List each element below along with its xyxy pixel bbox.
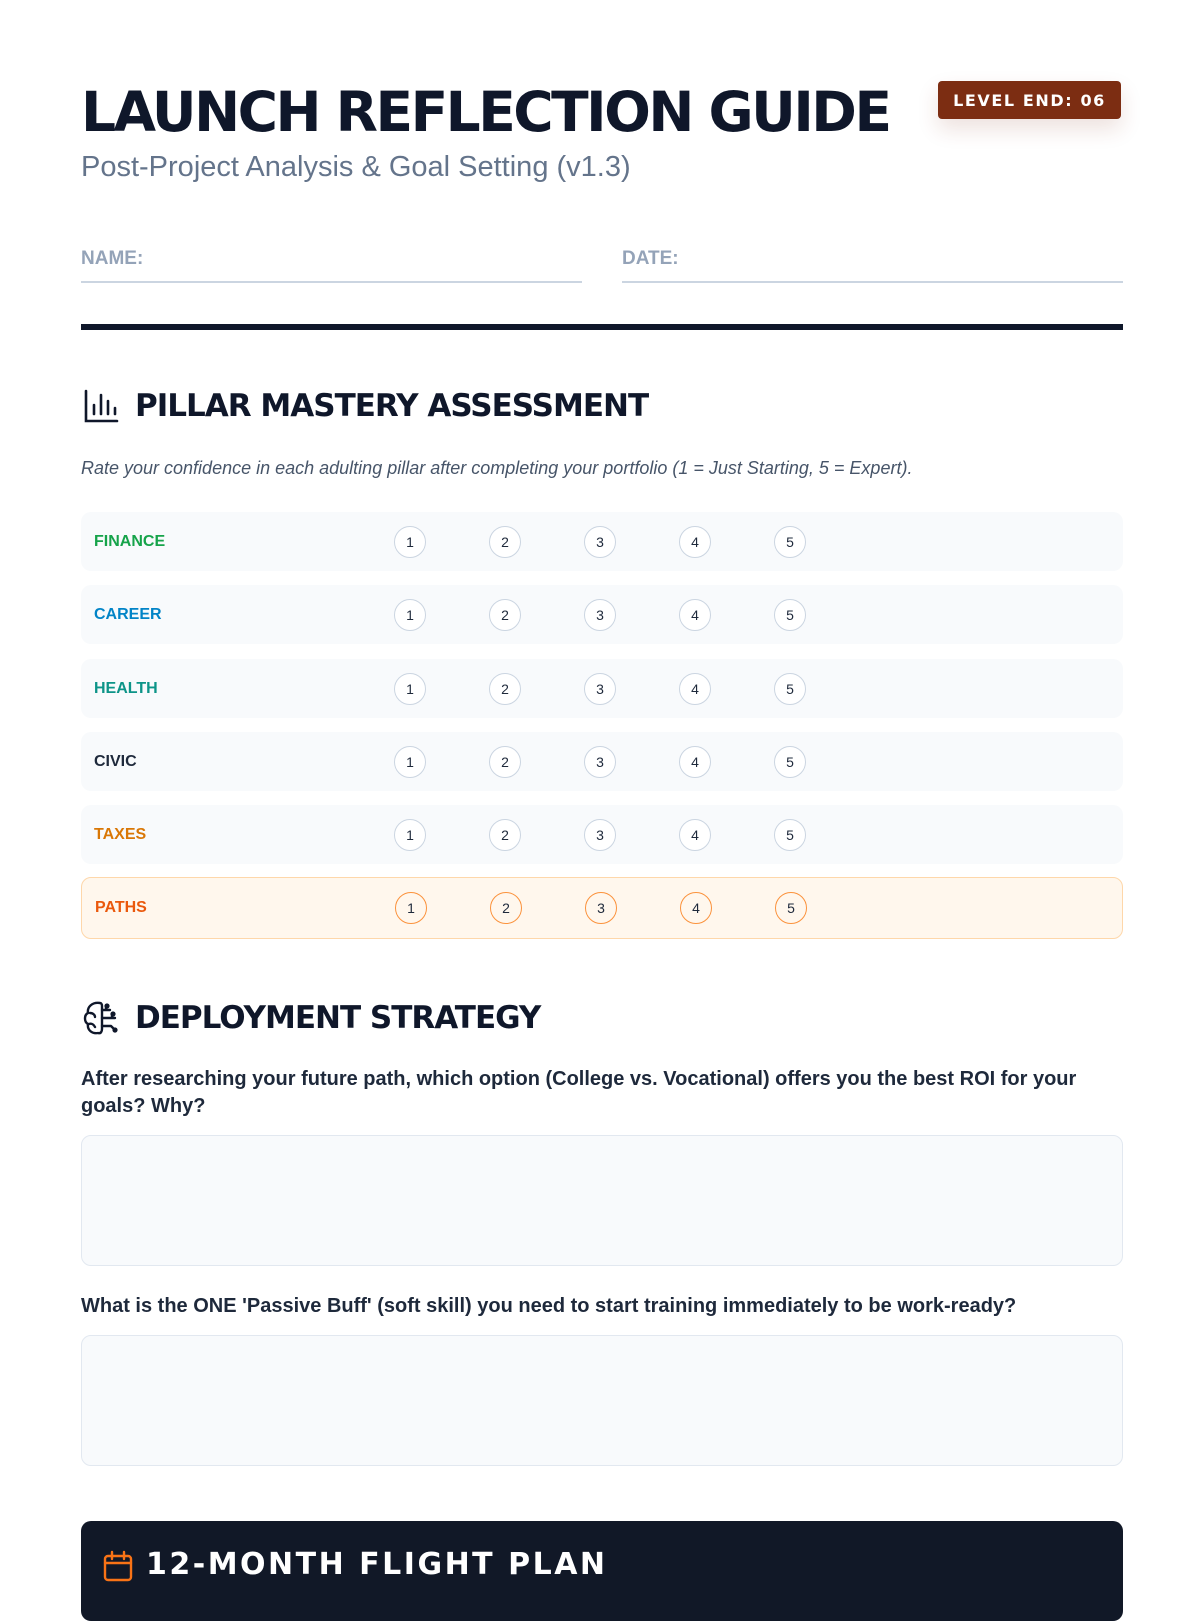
rating-option-4[interactable]: 4 [679, 673, 711, 705]
rating-option-5[interactable]: 5 [774, 526, 806, 558]
rating-option-2[interactable]: 2 [489, 599, 521, 631]
date-field[interactable] [622, 244, 1123, 283]
pillar-section-heading [81, 384, 648, 428]
rating-option-5[interactable]: 5 [775, 892, 807, 924]
page-title: LAUNCH REFLECTION GUIDE [81, 80, 890, 144]
brain-icon [81, 998, 121, 1038]
calendar-icon [101, 1549, 135, 1583]
rating-row-health [81, 659, 1123, 718]
rating-option-1[interactable]: 1 [394, 599, 426, 631]
rating-option-4[interactable]: 4 [679, 526, 711, 558]
rating-option-5[interactable]: 5 [774, 819, 806, 851]
strategy-section-heading [81, 996, 540, 1040]
level-badge: LEVEL END: 06 [938, 81, 1121, 119]
rating-option-1[interactable]: 1 [394, 746, 426, 778]
rating-row-career [81, 585, 1123, 644]
rating-option-3[interactable]: 3 [584, 526, 616, 558]
rating-row-civic [81, 732, 1123, 791]
rating-option-3[interactable]: 3 [585, 892, 617, 924]
bar-chart-icon [81, 386, 121, 426]
rating-option-4[interactable]: 4 [679, 746, 711, 778]
rating-option-2[interactable]: 2 [489, 819, 521, 851]
rating-row-paths [81, 877, 1123, 939]
rating-option-4[interactable]: 4 [679, 819, 711, 851]
pillar-label: CAREER [94, 605, 162, 623]
rating-option-2[interactable]: 2 [490, 892, 522, 924]
rating-option-3[interactable]: 3 [584, 819, 616, 851]
rating-option-3[interactable]: 3 [584, 746, 616, 778]
pillar-label: HEALTH [94, 679, 158, 697]
rating-option-2[interactable]: 2 [489, 673, 521, 705]
answer-passive-buff-textarea[interactable] [81, 1335, 1123, 1466]
rating-option-1[interactable]: 1 [395, 892, 427, 924]
header-divider [81, 324, 1123, 330]
rating-option-4[interactable]: 4 [680, 892, 712, 924]
answer-roi-textarea[interactable] [81, 1135, 1123, 1266]
flight-plan-title: 12-MONTH FLIGHT PLAN [146, 1547, 608, 1582]
pillar-label: CIVIC [94, 752, 137, 770]
question-roi: After researching your future path, which option (College vs. Vocational) offers you the best ROI for your goals? Why? [81, 1068, 1077, 1117]
rating-option-1[interactable]: 1 [394, 819, 426, 851]
question-passive-buff: What is the ONE 'Passive Buff' (soft skill) you need to start training immediately to be work-ready? [81, 1295, 1017, 1317]
rating-option-5[interactable]: 5 [774, 673, 806, 705]
pillar-section-title: PILLAR MASTERY ASSESSMENT [135, 388, 649, 424]
flight-plan-banner [81, 1521, 1123, 1621]
strategy-section-title: DEPLOYMENT STRATEGY [135, 1000, 541, 1036]
name-label: NAME: [81, 248, 144, 269]
pillar-label: FINANCE [94, 532, 166, 550]
rating-instructions: Rate your confidence in each adulting pillar after completing your portfolio (1 = Just Starting, 5 = Expert). [81, 458, 913, 478]
name-field[interactable] [81, 244, 582, 283]
page-subtitle: Post-Project Analysis & Goal Setting (v1.3) [81, 151, 631, 183]
rating-option-1[interactable]: 1 [394, 673, 426, 705]
rating-option-3[interactable]: 3 [584, 673, 616, 705]
rating-row-finance [81, 512, 1123, 571]
pillar-label: PATHS [95, 899, 147, 916]
rating-option-3[interactable]: 3 [584, 599, 616, 631]
rating-option-1[interactable]: 1 [394, 526, 426, 558]
rating-option-2[interactable]: 2 [489, 746, 521, 778]
rating-option-4[interactable]: 4 [679, 599, 711, 631]
pillar-label: TAXES [94, 825, 147, 843]
rating-option-5[interactable]: 5 [774, 599, 806, 631]
rating-option-5[interactable]: 5 [774, 746, 806, 778]
rating-row-taxes [81, 805, 1123, 864]
date-label: DATE: [622, 248, 679, 269]
rating-option-2[interactable]: 2 [489, 526, 521, 558]
